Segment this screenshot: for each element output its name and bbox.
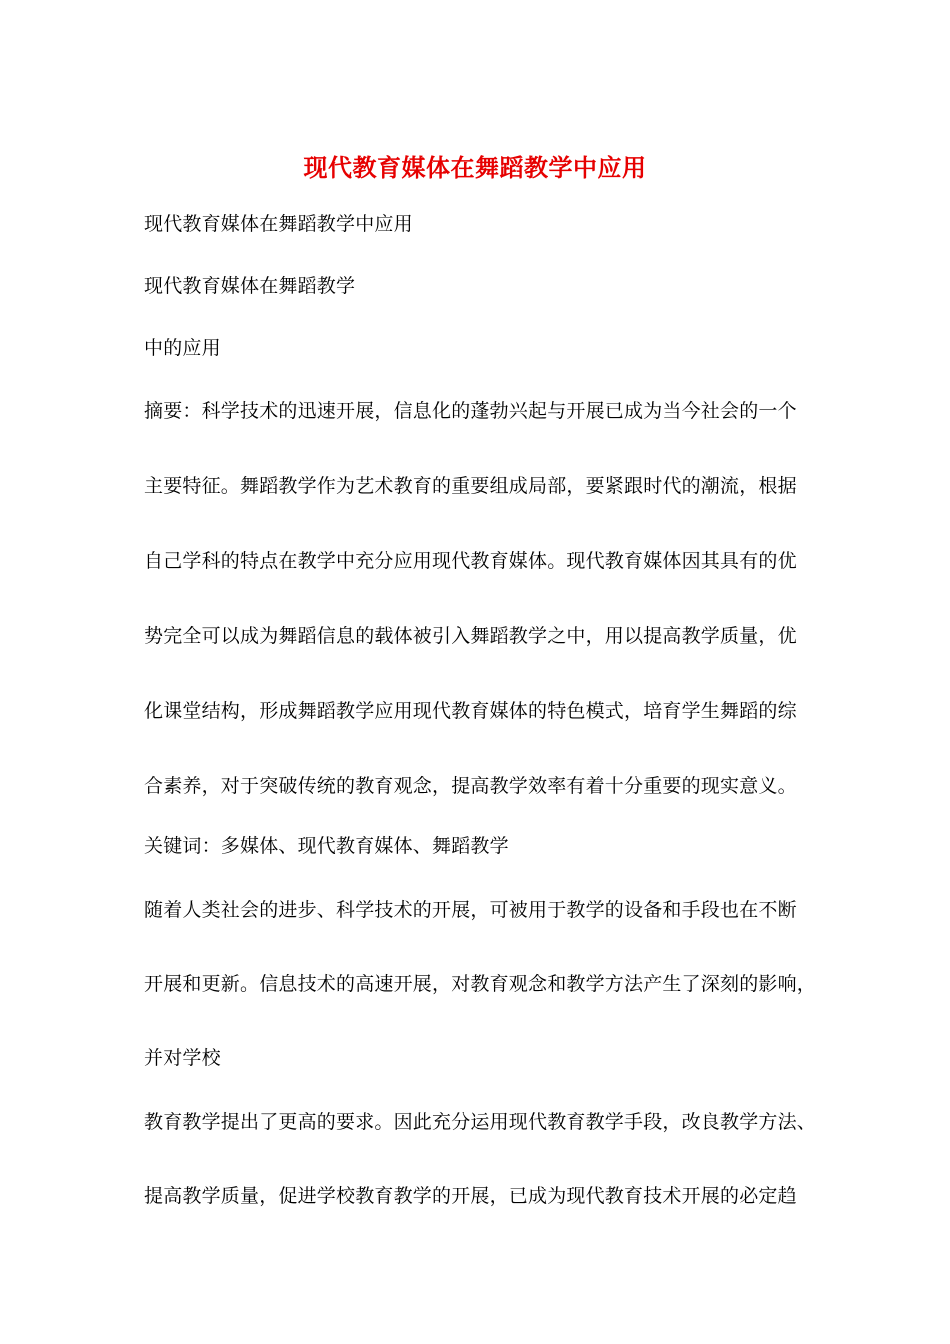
document-title: 现代教育媒体在舞蹈教学中应用 xyxy=(303,154,647,182)
text-line: 合素养，对于突破传统的教育观念，提高教学效率有着十分重要的现实意义。 xyxy=(144,775,797,797)
text-line: 教育教学提出了更高的要求。因此充分运用现代教育教学手段，改良教学方法、 xyxy=(144,1111,817,1133)
text-line: 随着人类社会的进步、科学技术的开展，可被用于教学的设备和手段也在不断 xyxy=(144,899,797,921)
text-line: 现代教育媒体在舞蹈教学 xyxy=(144,275,356,297)
text-line: 化课堂结构，形成舞蹈教学应用现代教育媒体的特色模式，培育学生舞蹈的综 xyxy=(144,700,797,722)
text-line: 势完全可以成为舞蹈信息的载体被引入舞蹈教学之中，用以提高教学质量，优 xyxy=(144,625,797,647)
text-line: 现代教育媒体在舞蹈教学中应用 xyxy=(144,213,413,235)
text-line: 主要特征。舞蹈教学作为艺术教育的重要组成局部，要紧跟时代的潮流，根据 xyxy=(144,475,797,497)
text-line: 摘要：科学技术的迅速开展，信息化的蓬勃兴起与开展已成为当今社会的一个 xyxy=(144,400,797,422)
text-line: 自己学科的特点在教学中充分应用现代教育媒体。现代教育媒体因其具有的优 xyxy=(144,550,797,572)
text-line: 并对学校 xyxy=(144,1047,221,1069)
keywords-line: 关键词：多媒体、现代教育媒体、舞蹈教学 xyxy=(144,835,509,857)
text-line: 提高教学质量，促进学校教育教学的开展，已成为现代教育技术开展的必定趋 xyxy=(144,1185,797,1207)
text-line: 开展和更新。信息技术的高速开展，对教育观念和教学方法产生了深刻的影响， xyxy=(144,973,817,995)
text-line: 中的应用 xyxy=(144,337,221,359)
